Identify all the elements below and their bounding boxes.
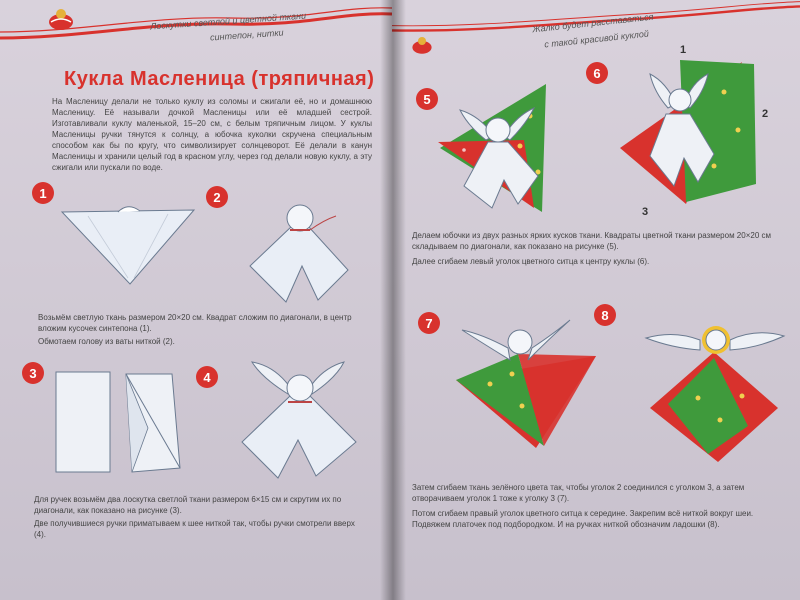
step-3-illustration <box>52 368 187 478</box>
caption-step-2: Обмотаем голову из ваты ниткой (2). <box>38 337 175 346</box>
folk-ornament-icon-right <box>410 34 434 56</box>
header-text-1: Лоскутки светлой и цветной ткани <box>149 10 307 32</box>
step-5-illustration <box>438 84 546 212</box>
corner-label-2: 2 <box>762 108 769 120</box>
caption-step-5: Делаем юбочки из двух разных ярких кусков ткани. Квадраты цветной ткани размером 20×20 см складываем по диагонали, как показано на рисунке (5). <box>412 231 771 251</box>
page-title: Кукла Масленица (тряпичная) <box>64 68 375 90</box>
caption-step-7: Затем сгибаем ткань зелёного цвета так, чтобы уголок 2 соединился с уголком 3, а затем отворачиваем уголок 1 тоже к уголку 3 (7). <box>412 483 745 503</box>
step-badge-2: 2 <box>206 186 228 208</box>
step-badge-5: 5 <box>416 88 438 110</box>
step-badge-1: 1 <box>32 182 54 204</box>
header-text-4: с такой красивой куклой <box>543 28 650 50</box>
folk-ornament-icon <box>46 6 76 32</box>
caption-step-4: Две получившиеся ручки приматываем к шее ниткой так, чтобы ручки смотрели вверх (4). <box>34 519 355 539</box>
caption-step-1: Возьмём светлую ткань размером 20×20 см. Квадрат сложим по диагонали, в центр вложим кусочек синтепона (1). <box>38 313 352 333</box>
step-badge-7: 7 <box>418 312 440 334</box>
caption-step-8: Потом сгибаем правый уголок цветного ситца к середине. Закрепим всё ниткой вокруг шеи. Подвяжем платочек под подбородком. И на ручках ниткой обозначим ладошки (8). <box>412 509 754 529</box>
step-7-illustration <box>456 320 596 448</box>
step-badge-8: 8 <box>594 304 616 326</box>
right-page <box>392 0 800 600</box>
step-4-illustration <box>232 360 372 480</box>
intro-paragraph: На Масленицу делали не только куклу из соломы и сжигали её, но и домашнюю Масленицу. Её называли дочкой Масленицы или её младшей сестрой. Изготавливали куклу маленькой, 15–20 см, с белым тряпичным лицом. У куклы Масленицы ручки тянутся к солнцу, а юбочка куколки скручена специальным способом как бы по кругу, что символизирует солнцеворот. Её делали в канун Масленицы и хранили целый год в красном углу, через год делали новую куклу, а эту сжигали или пускали по воде. <box>52 97 372 172</box>
left-page <box>0 0 392 600</box>
caption-step-3: Для ручек возьмём два лоскутка светлой ткани размером 6×15 см и скрутим их по диагонали, как показано на рисунке (3). <box>34 495 342 515</box>
header-text-2: синтепон, нитки <box>209 27 284 43</box>
header-text-3: Жалко будет расставаться <box>531 11 654 35</box>
step-8-illustration <box>646 326 784 462</box>
step-badge-6: 6 <box>586 62 608 84</box>
step-1-illustration <box>58 198 198 288</box>
corner-label-3: 3 <box>642 206 649 218</box>
step-badge-4: 4 <box>196 366 218 388</box>
step-2-illustration <box>244 196 354 306</box>
step-badge-3: 3 <box>22 362 44 384</box>
corner-label-1: 1 <box>680 44 687 56</box>
step-6-illustration <box>620 60 756 204</box>
caption-step-6: Далее сгибаем левый уголок цветного ситца к центру куклы (6). <box>412 257 650 266</box>
